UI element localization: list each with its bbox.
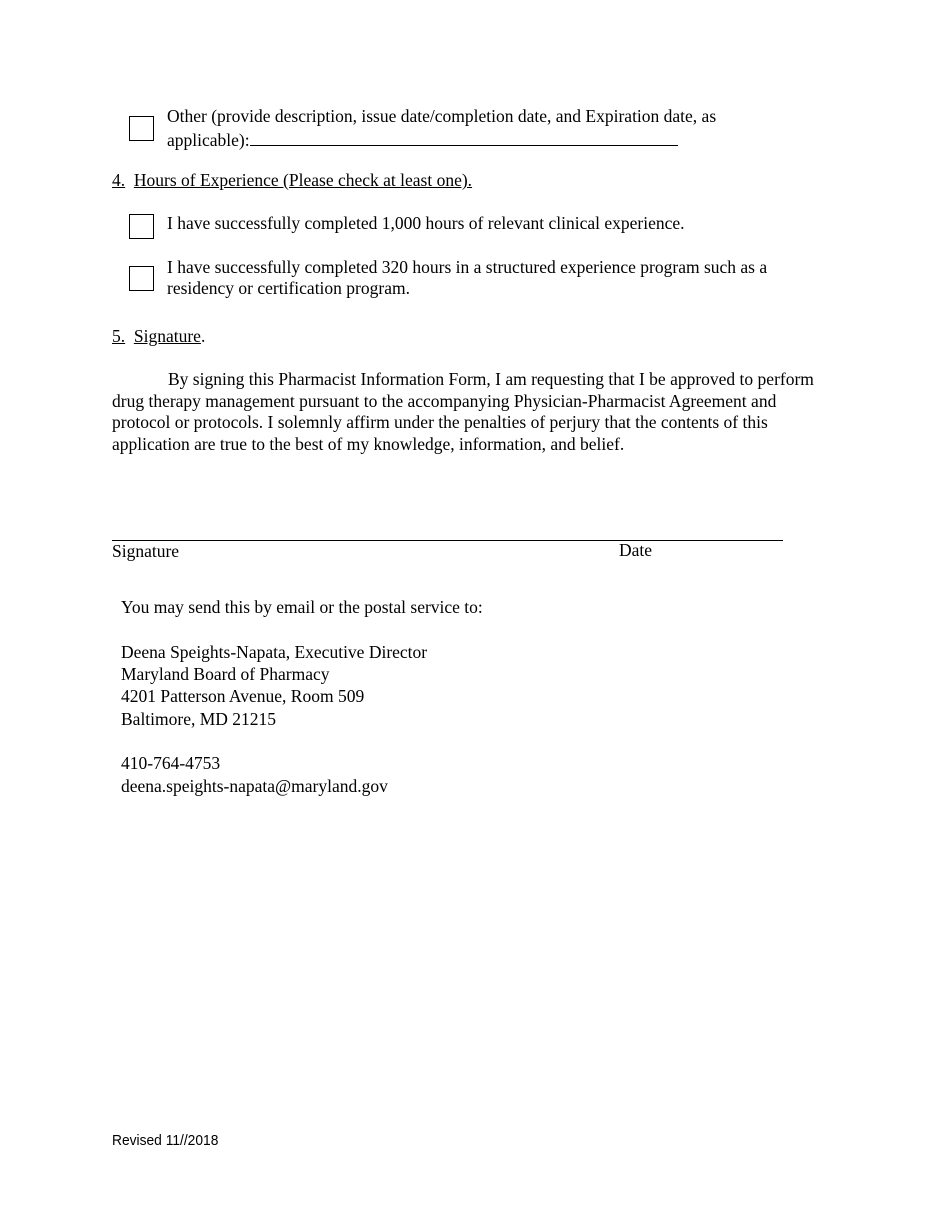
recipient-organization: Maryland Board of Pharmacy xyxy=(121,664,330,684)
other-checkbox[interactable] xyxy=(129,116,154,141)
affirmation-paragraph: By signing this Pharmacist Information Form, I am requesting that I be approved to perform drug therapy management pursuant to the accompanying Physician-Pharmacist Agreement and protocol or protocols. I solemnly affirm under the penalties of perjury that the contents of this application are true to the best of my knowledge, information, and belief. xyxy=(112,369,814,454)
recipient-name: Deena Speights-Napata, Executive Director xyxy=(121,642,428,662)
recipient-email[interactable]: deena.speights-napata@maryland.gov xyxy=(121,776,388,796)
section-5-heading xyxy=(112,326,205,347)
other-item-label: applicable): xyxy=(167,130,250,150)
other-description-field[interactable] xyxy=(250,128,678,146)
hours-320-checkbox[interactable] xyxy=(129,266,154,291)
section-5-title-suffix: . xyxy=(200,326,206,346)
section-4-heading xyxy=(112,170,472,191)
recipient-city: Baltimore, MD 21215 xyxy=(121,709,277,729)
recipient-phone: 410-764-4753 xyxy=(121,753,221,773)
signature-label: Signature xyxy=(112,541,180,561)
hours-320-label-line2: residency or certification program. xyxy=(167,278,410,298)
revision-footer: Revised 11//2018 xyxy=(112,1132,219,1149)
section-5-title: Signature xyxy=(133,326,201,346)
section-4-title: Hours of Experience (Please check at least one). xyxy=(133,170,473,190)
mailing-intro: You may send this by email or the postal service to: xyxy=(121,597,483,617)
signature-date-line[interactable] xyxy=(112,540,783,541)
other-item-text-line1: Other (provide description, issue date/completion date, and Expiration date, as xyxy=(167,106,717,126)
recipient-street: 4201 Patterson Avenue, Room 509 xyxy=(121,686,365,706)
other-item-text-line2 xyxy=(167,128,678,151)
date-label: Date xyxy=(619,540,653,560)
hours-1000-checkbox[interactable] xyxy=(129,214,154,239)
hours-1000-label: I have successfully completed 1,000 hours of relevant clinical experience. xyxy=(167,213,685,233)
section-4-number: 4. xyxy=(112,170,126,190)
hours-320-label-line1: I have successfully completed 320 hours in a structured experience program such as a xyxy=(167,257,768,277)
section-5-number: 5. xyxy=(112,326,126,346)
